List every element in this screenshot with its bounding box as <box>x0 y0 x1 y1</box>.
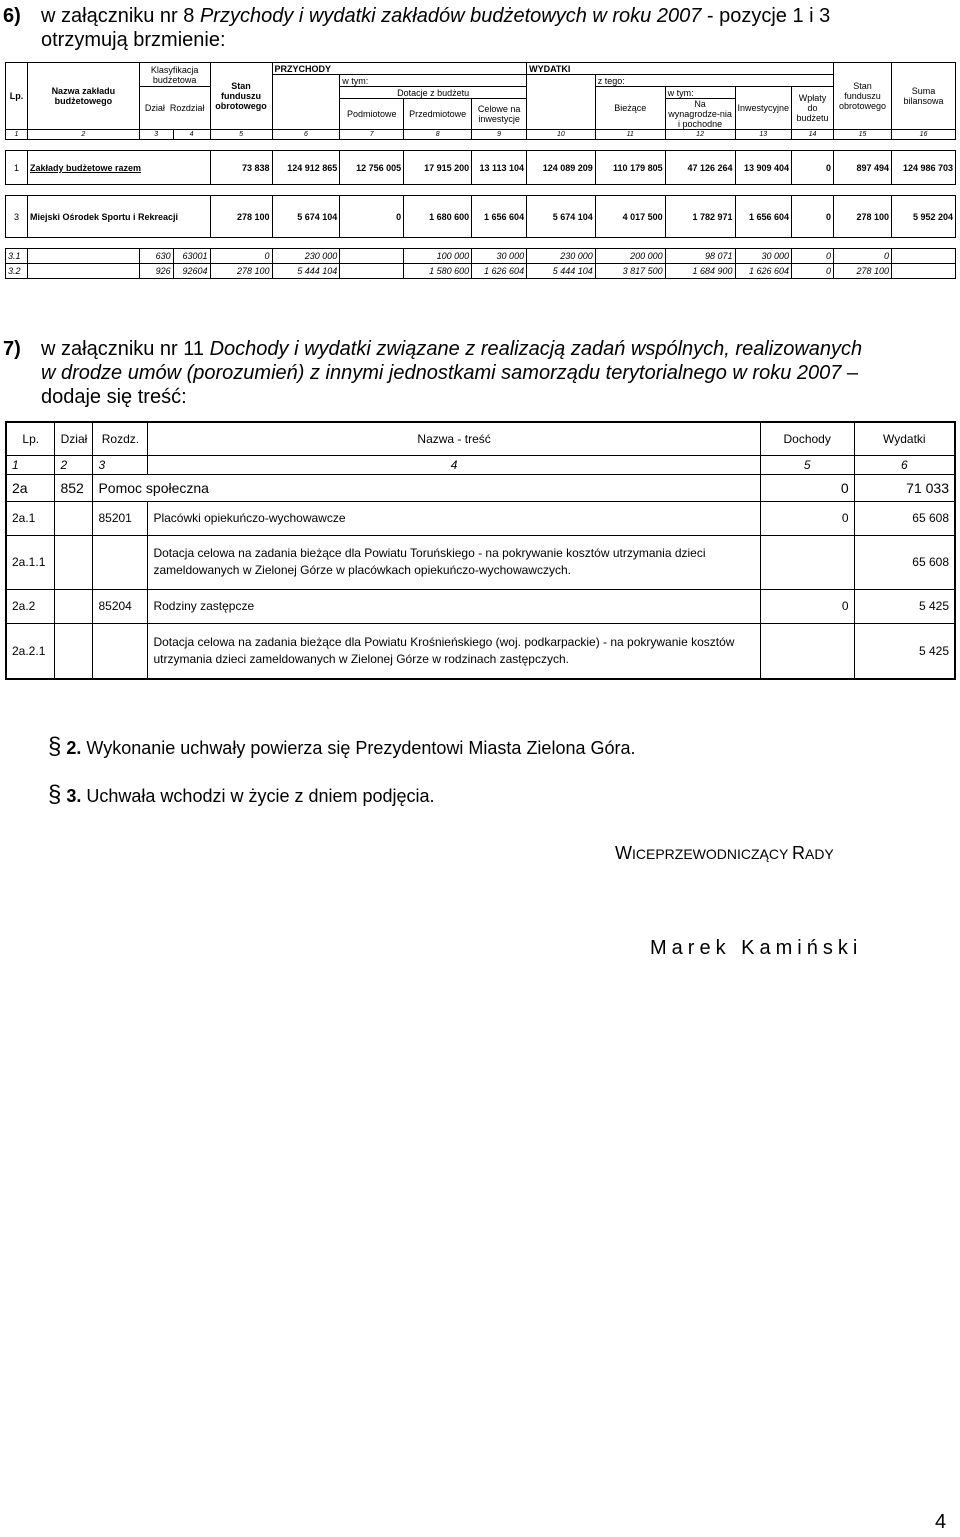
cell: 278 100 <box>834 264 892 279</box>
row-lp: 2a <box>6 474 55 501</box>
cell: 230 000 <box>272 249 340 264</box>
item-6-text-b: - pozycje 1 i 3 <box>701 5 831 27</box>
cell: 1 684 900 <box>665 264 735 279</box>
row-dochody: 0 <box>760 474 854 501</box>
title-small-caps: ADY <box>804 846 834 862</box>
th-inwestycyjne: Inwestycyjne <box>735 87 792 130</box>
cell: 13 909 404 <box>735 151 792 185</box>
item-7-dash: – <box>841 362 859 384</box>
cell: 63001 <box>173 249 210 264</box>
th-dotacje: Dotacje z budżetu <box>340 87 527 99</box>
title-cap: W <box>615 843 632 863</box>
th-dzial: Dział <box>55 422 93 455</box>
table-row-3-2 <box>6 264 956 279</box>
item-7-text-a: w załączniku nr 11 <box>41 338 210 360</box>
col-num: 4 <box>173 130 210 140</box>
th-wynagrodzenia: Na wynagrodze-nia i pochodne <box>665 99 735 130</box>
item-number-6: 6) <box>3 5 21 27</box>
spacer <box>6 140 956 151</box>
table-row <box>6 501 955 535</box>
cell: 1 626 604 <box>472 264 527 279</box>
table-row-3-1 <box>6 249 956 264</box>
th-dzial <box>139 87 210 130</box>
cell: 230 000 <box>527 249 596 264</box>
cell <box>891 249 955 264</box>
col-num: 6 <box>854 455 955 474</box>
row-dochody <box>760 623 854 679</box>
th-w-tym: w tym: <box>340 75 527 87</box>
row-dzial <box>55 589 93 623</box>
item-7-text <box>41 337 956 409</box>
section-sign: § <box>48 781 62 808</box>
item-6-title: Przychody i wydatki zakładów budżetowych w roku 2007 <box>199 5 702 27</box>
row-lp: 1 <box>6 151 28 185</box>
item-7-line3: dodaje się treść: <box>41 386 187 408</box>
row-wydatki: 71 033 <box>854 474 955 501</box>
th-dzial-label: Dział <box>144 103 165 113</box>
spacer <box>6 185 956 196</box>
table-row <box>6 474 955 501</box>
paragraph-number: 2. <box>66 738 82 758</box>
th-klasyfikacja: Klasyfikacja budżetowa <box>139 63 210 87</box>
th-celowe: Celowe na inwestycje <box>472 99 527 130</box>
cell: 124 986 703 <box>891 151 955 185</box>
row-lp: 2a.1 <box>6 501 55 535</box>
cell: 0 <box>210 249 272 264</box>
col-num: 9 <box>472 130 527 140</box>
paragraph-3 <box>48 781 435 809</box>
th-stan-koniec: Stan funduszu obrotowego <box>834 63 892 130</box>
col-num: 14 <box>792 130 834 140</box>
cell <box>27 264 139 279</box>
cell: 5 674 104 <box>272 196 340 238</box>
cell: 278 100 <box>210 196 272 238</box>
row-rozdz: 85201 <box>93 501 148 535</box>
th-wydatki-ogolem <box>527 75 596 130</box>
cell: 926 <box>139 264 173 279</box>
row-name: Dotacja celowa na zadania bieżące dla Powiatu Toruńskiego - na pokrywanie kosztów utrzymania dzieci zameldowanych w Zielonej Górze w placówkach opiekuńczo-wychowawczych. <box>148 535 760 589</box>
col-num: 11 <box>595 130 665 140</box>
row-dzial <box>55 623 93 679</box>
cell <box>27 249 139 264</box>
cell: 0 <box>792 151 834 185</box>
table-row <box>6 623 955 679</box>
cell: 13 113 104 <box>472 151 527 185</box>
cell: 5 444 104 <box>527 264 596 279</box>
cell: 1 782 971 <box>665 196 735 238</box>
table-header-row <box>6 422 955 455</box>
row-rozdz: 85204 <box>93 589 148 623</box>
th-w-tym-2: w tym: <box>665 87 735 99</box>
th-biezace: Bieżące <box>595 87 665 130</box>
row-lp: 2a.2 <box>6 589 55 623</box>
cell <box>891 264 955 279</box>
cell: 47 126 264 <box>665 151 735 185</box>
cell: 110 179 805 <box>595 151 665 185</box>
cell: 5 444 104 <box>272 264 340 279</box>
col-num: 1 <box>6 455 55 474</box>
cell: 200 000 <box>595 249 665 264</box>
cell: 1 580 600 <box>404 264 472 279</box>
col-num: 5 <box>760 455 854 474</box>
th-podmiotowe: Podmiotowe <box>340 99 404 130</box>
cell: 278 100 <box>210 264 272 279</box>
row-dzial <box>55 501 93 535</box>
item-7-title-2: w drodze umów (porozumień) z innymi jednostkami samorządu terytorialnego w roku 2007 <box>41 362 842 384</box>
col-num: 3 <box>139 130 173 140</box>
row-wydatki: 65 608 <box>854 535 955 589</box>
cell: 897 494 <box>834 151 892 185</box>
col-num: 16 <box>891 130 955 140</box>
row-wydatki: 5 425 <box>854 589 955 623</box>
joint-tasks-table <box>5 421 956 680</box>
th-lp: Lp. <box>6 422 55 455</box>
row-dzial <box>55 535 93 589</box>
row-dochody: 0 <box>760 501 854 535</box>
table-row-3 <box>6 196 956 238</box>
cell: 73 838 <box>210 151 272 185</box>
th-rozdzial-label: Rozdział <box>169 103 205 113</box>
row-dochody <box>760 535 854 589</box>
th-suma: Suma bilansowa <box>891 63 955 130</box>
item-7-title-1: Dochody i wydatki związane z realizacją zadań wspólnych, realizowanych <box>209 338 863 360</box>
col-number-row <box>6 130 956 140</box>
cell: 5 952 204 <box>891 196 955 238</box>
th-nazwa: Nazwa zakładu budżetowego <box>27 63 139 130</box>
row-name: Dotacja celowa na zadania bieżące dla Powiatu Krośnieńskiego (woj. podkarpackie) - na pokrywanie kosztów utrzymania dzieci zameldowanych w Zielonej Górze w rodzinach zastępczych. <box>148 623 760 679</box>
table-row <box>6 535 955 589</box>
row-name: Placówki opiekuńczo-wychowawcze <box>148 501 760 535</box>
cell: 630 <box>139 249 173 264</box>
cell: 100 000 <box>404 249 472 264</box>
item-6-line2: otrzymują brzmienie: <box>41 29 226 51</box>
col-num: 5 <box>210 130 272 140</box>
paragraph-number: 3. <box>66 786 82 806</box>
cell: 1 680 600 <box>404 196 472 238</box>
signatory-name: Marek Kamiński <box>650 937 863 959</box>
cell: 124 912 865 <box>272 151 340 185</box>
cell: 278 100 <box>834 196 892 238</box>
cell: 4 017 500 <box>595 196 665 238</box>
paragraph-2 <box>48 733 636 761</box>
th-nazwa: Nazwa - treść <box>148 422 760 455</box>
row-lp: 2a.2.1 <box>6 623 55 679</box>
col-num: 15 <box>834 130 892 140</box>
row-rozdz <box>93 623 148 679</box>
cell: 0 <box>834 249 892 264</box>
cell: 0 <box>792 264 834 279</box>
table-number-row <box>6 455 955 474</box>
row-wydatki: 5 425 <box>854 623 955 679</box>
budget-table <box>5 62 956 279</box>
cell: 0 <box>792 249 834 264</box>
row-name: Pomoc społeczna <box>93 474 760 501</box>
th-wydatki: WYDATKI <box>527 63 834 75</box>
row-name: Miejski Ośrodek Sportu i Rekreacji <box>27 196 210 238</box>
cell: 0 <box>792 196 834 238</box>
col-num: 2 <box>55 455 93 474</box>
row-dochody: 0 <box>760 589 854 623</box>
th-z-tego: z tego: <box>595 75 833 87</box>
cell: 3 817 500 <box>595 264 665 279</box>
th-przychody-ogolem <box>272 75 340 130</box>
row-lp: 3.1 <box>6 249 28 264</box>
col-num: 1 <box>6 130 28 140</box>
cell: 92604 <box>173 264 210 279</box>
col-num: 3 <box>93 455 148 474</box>
row-name: Rodziny zastępcze <box>148 589 760 623</box>
th-przychody: PRZYCHODY <box>272 63 527 75</box>
row-lp: 3 <box>6 196 28 238</box>
cell <box>340 264 404 279</box>
cell: 12 756 005 <box>340 151 404 185</box>
paragraph-text: Wykonanie uchwały powierza się Prezydentowi Miasta Zielona Góra. <box>86 738 636 758</box>
cell: 98 071 <box>665 249 735 264</box>
th-wydatki: Wydatki <box>854 422 955 455</box>
cell: 17 915 200 <box>404 151 472 185</box>
th-dochody: Dochody <box>760 422 854 455</box>
th-rozdz: Rozdz. <box>93 422 148 455</box>
section-sign: § <box>48 733 62 760</box>
col-num: 13 <box>735 130 792 140</box>
cell: 5 674 104 <box>527 196 596 238</box>
cell: 30 000 <box>735 249 792 264</box>
cell <box>340 249 404 264</box>
col-num: 6 <box>272 130 340 140</box>
item-number-7: 7) <box>3 338 21 360</box>
spacer <box>6 238 956 249</box>
item-6-text-a: w załączniku nr 8 <box>41 5 200 27</box>
th-stan: Stan funduszu obrotowego <box>210 63 272 130</box>
cell: 1 656 604 <box>472 196 527 238</box>
row-lp: 2a.1.1 <box>6 535 55 589</box>
title-small-caps: ICEPRZEWODNICZĄCY <box>632 846 792 862</box>
col-num: 8 <box>404 130 472 140</box>
row-dzial: 852 <box>55 474 93 501</box>
col-num: 2 <box>27 130 139 140</box>
cell: 1 656 604 <box>735 196 792 238</box>
cell: 1 626 604 <box>735 264 792 279</box>
cell: 0 <box>340 196 404 238</box>
row-lp: 3.2 <box>6 264 28 279</box>
col-num: 10 <box>527 130 596 140</box>
page-number: 4 <box>935 1511 947 1533</box>
table-row-total <box>6 151 956 185</box>
table-row <box>6 589 955 623</box>
cell: 124 089 209 <box>527 151 596 185</box>
item-6-text <box>41 4 951 52</box>
signatory-title <box>615 843 834 864</box>
title-cap: R <box>791 843 805 863</box>
th-wplaty: Wpłaty do budżetu <box>792 87 834 130</box>
col-num: 7 <box>340 130 404 140</box>
paragraph-text: Uchwała wchodzi w życie z dniem podjęcia. <box>86 786 435 806</box>
row-wydatki: 65 608 <box>854 501 955 535</box>
col-num: 12 <box>665 130 735 140</box>
row-name: Zakłady budżetowe razem <box>27 151 210 185</box>
row-rozdz <box>93 535 148 589</box>
th-lp: Lp. <box>6 63 28 130</box>
cell: 30 000 <box>472 249 527 264</box>
th-przedmiotowe: Przedmiotowe <box>404 99 472 130</box>
col-num: 4 <box>148 455 760 474</box>
